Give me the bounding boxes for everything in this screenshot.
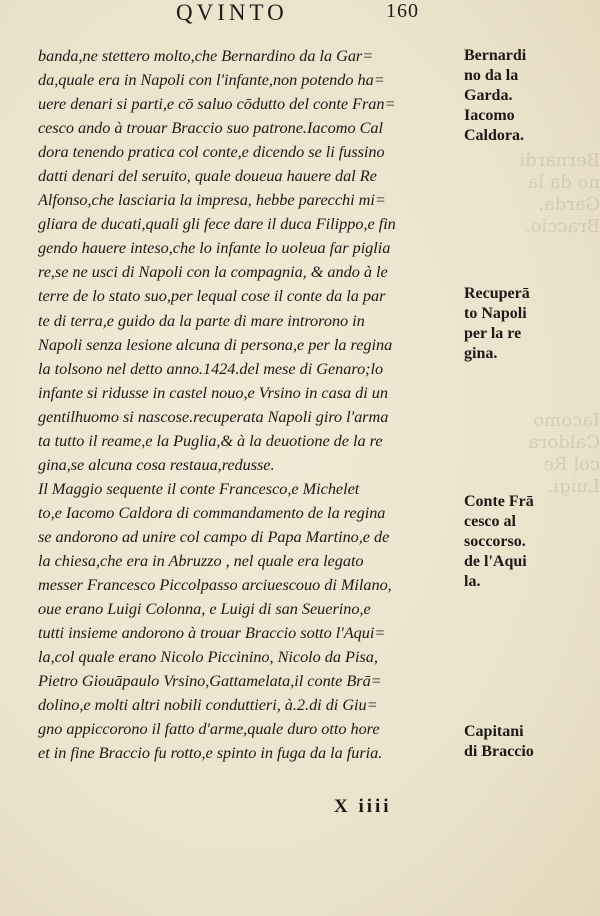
text-line: te di terra,e guido da la parte di mare introrono in xyxy=(38,310,365,330)
show-through-text: Iacomo Caldora col Re Luigi. xyxy=(528,410,600,497)
margin-note-line: di Braccio xyxy=(464,743,534,760)
margin-note-line: Iacomo xyxy=(464,107,515,124)
margin-note-conte-francesco xyxy=(464,492,596,592)
margin-note-line: Garda. xyxy=(464,87,513,104)
text-line: gliara de ducati,quali gli fece dare il duca Filippo,e fin xyxy=(38,214,396,234)
margin-note-line: Recuperā xyxy=(464,285,530,302)
text-line: gendo hauere inteso,che lo infante lo uoleua far piglia xyxy=(38,238,391,258)
margin-note-bernardino xyxy=(464,46,596,146)
margin-note-line: to Napoli xyxy=(464,305,527,322)
text-line: Napoli senza lesione alcuna di persona,e per la regina xyxy=(38,334,393,354)
margin-note-line: per la re xyxy=(464,325,522,342)
text-line: cesco ando à trouar Braccio suo patrone.Iacomo Cal xyxy=(38,118,383,138)
text-line: dora tenendo pratica col conte,e dicendo se li fussino xyxy=(38,142,385,162)
text-line: et in fine Braccio fu rotto,e spinto in fuga da la furia. xyxy=(38,743,383,763)
text-line: banda,ne stettero molto,che Bernardino da la Gar= xyxy=(38,46,374,65)
text-line: gno appiccorono il fatto d'arme,quale duro otto hore xyxy=(38,719,380,739)
text-line: la chiesa,che era in Abruzzo , nel quale era legato xyxy=(38,550,364,570)
text-line: gentilhuomo si nascose.recuperata Napoli giro l'arma xyxy=(38,406,389,426)
text-line: re,se ne usci di Napoli con la compagnia, & ando à le xyxy=(38,262,388,282)
margin-note-line: Capitani xyxy=(464,723,524,740)
margin-note-line: cesco al xyxy=(464,513,516,530)
text-line: Alfonso,che lasciaria la impresa, hebbe parecchi mi= xyxy=(38,190,386,210)
text-line: Il Maggio sequente il conte Francesco,e Michelet xyxy=(38,478,360,498)
text-line: se andorono ad unire col campo di Papa Martino,e de xyxy=(38,526,390,546)
text-line: Pietro Giouāpaulo Vrsino,Gattamelata,il conte Brā= xyxy=(38,671,382,691)
text-line: to,e Iacomo Caldora di commandamento de la regina xyxy=(38,502,386,522)
margin-note-line: Bernardi xyxy=(464,47,527,64)
text-line: la tolsono nel detto anno.1424.del mese di Genaro;lo xyxy=(38,358,384,378)
text-line: ta tutto il reame,e la Puglia,& à la deuotione de la re xyxy=(38,430,383,450)
text-line: dolino,e molti altri nobili conduttieri, à.2.di di Giu= xyxy=(38,695,378,715)
page-number: 160 xyxy=(386,0,419,22)
text-line: terre de lo stato suo,per lequal cose il conte da la par xyxy=(38,286,386,306)
text-line: messer Francesco Piccolpasso arciuescouo di Milano, xyxy=(38,575,392,595)
margin-note-line: soccorso. xyxy=(464,533,526,550)
signature-mark: X iiii xyxy=(334,796,392,817)
text-line: da,quale era in Napoli con l'infante,non potendo ha= xyxy=(38,70,385,90)
margin-note-line: de l'Aqui xyxy=(464,553,527,570)
running-head-title: QVINTO xyxy=(176,0,288,25)
text-line: infante si ridusse in castel nouo,e Vrsino in casa di un xyxy=(38,382,388,402)
margin-note-line: gina. xyxy=(464,345,498,362)
text-line: uere denari si parti,e cō saluo cōdutto del conte Fran= xyxy=(38,94,396,114)
text-line: tutti insieme andorono à trouar Braccio sotto l'Aqui= xyxy=(38,623,386,643)
text-line: gina,se alcuna cosa restaua,redusse. xyxy=(38,454,275,474)
margin-note-line: la. xyxy=(464,573,481,590)
margin-note-capitani xyxy=(464,722,596,762)
text-line: oue erano Luigi Colonna, e Luigi di san Seuerino,e xyxy=(38,599,371,619)
margin-note-line: no da la xyxy=(464,67,519,84)
margin-note-line: Caldora. xyxy=(464,127,524,144)
text-line: la,col quale erano Nicolo Piccinino, Nicolo da Pisa, xyxy=(38,647,378,667)
show-through-text: Bernardi no da la Garda. Braccio. xyxy=(519,150,600,237)
margin-note-line: Conte Frā xyxy=(464,493,534,510)
text-line: datti denari del seruito, quale doueua hauere dal Re xyxy=(38,166,377,186)
main-text-block xyxy=(38,44,458,765)
running-head xyxy=(176,0,436,42)
margin-note-recuperato xyxy=(464,284,596,364)
